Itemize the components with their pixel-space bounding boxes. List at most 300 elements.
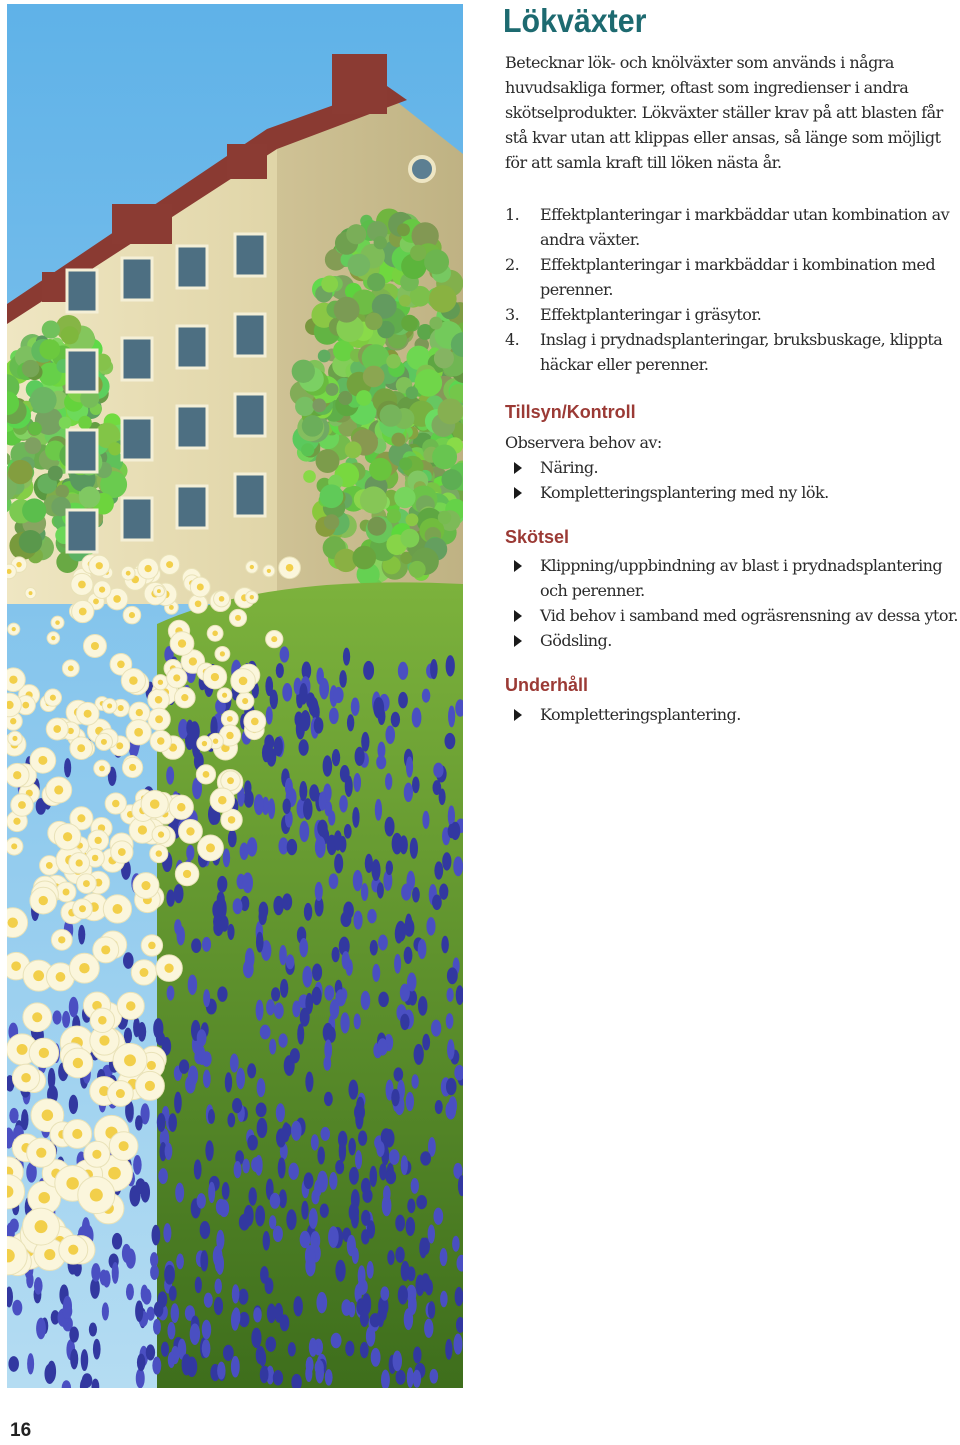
photo-building-with-bulb-flowers bbox=[7, 4, 463, 1388]
muscari-flower bbox=[205, 1140, 213, 1161]
muscari-flower bbox=[435, 1100, 443, 1114]
muscari-flower bbox=[447, 967, 458, 984]
narcissus-center bbox=[77, 814, 85, 822]
tree-foliage bbox=[360, 486, 387, 513]
muscari-flower bbox=[135, 1300, 143, 1322]
narcissus-center bbox=[169, 605, 174, 610]
muscari-flower bbox=[367, 909, 376, 923]
muscari-flower bbox=[216, 1253, 224, 1275]
muscari-flower bbox=[396, 1370, 406, 1385]
narcissus-center bbox=[44, 1249, 55, 1260]
photo-illustration bbox=[7, 4, 463, 1388]
muscari-flower bbox=[349, 1203, 359, 1222]
muscari-flower bbox=[259, 1350, 266, 1367]
building-window bbox=[67, 430, 97, 472]
building-window bbox=[122, 418, 152, 460]
narcissus-center bbox=[124, 1054, 136, 1066]
list-item-text: Näring. bbox=[540, 458, 599, 477]
list-item bbox=[505, 702, 960, 727]
muscari-flower bbox=[353, 773, 361, 792]
tree-foliage bbox=[400, 529, 419, 548]
muscari-flower bbox=[329, 1172, 337, 1190]
narcissus-center bbox=[11, 961, 21, 971]
muscari-flower bbox=[280, 979, 288, 998]
muscari-flower bbox=[78, 925, 85, 945]
narcissus-center bbox=[129, 764, 136, 771]
muscari-flower bbox=[431, 1020, 441, 1037]
muscari-flower bbox=[21, 1109, 29, 1130]
narcissus-center bbox=[72, 1129, 82, 1139]
tree-foliage bbox=[434, 348, 454, 368]
muscari-flower bbox=[247, 1135, 258, 1151]
narcissus-center bbox=[212, 631, 218, 637]
muscari-flower bbox=[454, 1333, 463, 1354]
tree-foliage bbox=[424, 249, 449, 274]
tree-foliage bbox=[345, 441, 362, 458]
narcissus-center bbox=[112, 904, 122, 914]
muscari-flower bbox=[361, 883, 368, 901]
muscari-flower bbox=[407, 1367, 414, 1388]
muscari-flower bbox=[406, 1092, 414, 1111]
muscari-flower bbox=[401, 884, 411, 901]
muscari-flower bbox=[407, 1199, 415, 1214]
narcissus-center bbox=[126, 1001, 135, 1010]
muscari-flower bbox=[335, 1160, 344, 1174]
narcissus-center bbox=[118, 848, 126, 856]
muscari-flower bbox=[453, 856, 463, 876]
muscari-flower bbox=[53, 1010, 62, 1024]
muscari-flower bbox=[182, 1354, 192, 1376]
narcissus-center bbox=[92, 1150, 101, 1159]
muscari-flower bbox=[266, 999, 275, 1015]
narcissus-center bbox=[33, 970, 44, 981]
narcissus-center bbox=[22, 702, 29, 709]
narcissus-center bbox=[226, 732, 233, 739]
muscari-flower bbox=[228, 830, 237, 848]
tree-foliage bbox=[108, 442, 121, 455]
list-item bbox=[505, 202, 960, 252]
muscari-flower bbox=[157, 1113, 166, 1132]
muscari-flower bbox=[288, 1163, 299, 1180]
triangle-bullet-icon bbox=[514, 462, 522, 474]
narcissus-center bbox=[116, 1089, 125, 1098]
narcissus-center bbox=[35, 1220, 48, 1233]
tree-foliage bbox=[28, 422, 41, 435]
tree-foliage bbox=[380, 404, 402, 426]
muscari-flower bbox=[267, 1303, 276, 1323]
muscari-flower bbox=[179, 1059, 189, 1074]
narcissus-center bbox=[12, 627, 16, 631]
narcissus-center bbox=[92, 855, 98, 861]
muscari-flower bbox=[242, 872, 253, 893]
muscari-flower bbox=[126, 1284, 134, 1301]
muscari-flower bbox=[375, 799, 382, 821]
muscari-flower bbox=[232, 1284, 240, 1303]
muscari-flower bbox=[452, 1236, 460, 1252]
muscari-flower bbox=[413, 1370, 422, 1388]
muscari-flower bbox=[319, 678, 329, 700]
muscari-flower bbox=[300, 710, 310, 731]
tree-foliage bbox=[295, 397, 314, 416]
muscari-flower bbox=[395, 924, 403, 944]
muscari-flower bbox=[137, 1354, 146, 1372]
narcissus-center bbox=[79, 905, 86, 912]
muscari-flower bbox=[174, 1092, 182, 1114]
narcissus-center bbox=[8, 917, 18, 927]
narcissus-center bbox=[84, 710, 92, 718]
muscari-flower bbox=[385, 726, 395, 745]
muscari-flower bbox=[314, 717, 324, 734]
muscari-flower bbox=[446, 1013, 454, 1029]
muscari-flower bbox=[27, 1353, 34, 1374]
muscari-flower bbox=[260, 1366, 269, 1383]
muscari-flower bbox=[142, 1288, 151, 1304]
tree-foliage bbox=[352, 546, 376, 570]
muscari-flower bbox=[320, 1204, 329, 1218]
muscari-flower bbox=[202, 1051, 212, 1067]
muscari-flower bbox=[232, 1307, 240, 1326]
muscari-flower bbox=[383, 1185, 391, 1202]
narcissus-center bbox=[242, 698, 248, 704]
muscari-flower bbox=[176, 1254, 184, 1270]
muscari-flower bbox=[217, 986, 227, 1001]
tree-foliage bbox=[79, 486, 101, 508]
muscari-flower bbox=[341, 1299, 351, 1316]
list-number: 1. bbox=[505, 205, 520, 224]
muscari-flower bbox=[293, 1296, 302, 1316]
muscari-flower bbox=[282, 1122, 290, 1142]
muscari-flower bbox=[231, 1356, 240, 1378]
narcissus-center bbox=[58, 936, 65, 943]
building-window bbox=[235, 474, 265, 516]
list-item bbox=[505, 603, 960, 628]
muscari-flower bbox=[377, 1038, 388, 1055]
narcissus-center bbox=[211, 673, 219, 681]
tree-foliage bbox=[22, 498, 46, 522]
tree-foliage bbox=[318, 350, 331, 363]
muscari-flower bbox=[334, 830, 342, 850]
muscari-flower bbox=[146, 1344, 155, 1360]
tree-foliage bbox=[312, 398, 326, 412]
muscari-flower bbox=[339, 795, 348, 812]
tree-foliage bbox=[394, 487, 415, 508]
muscari-flower bbox=[165, 1143, 173, 1160]
tree-foliage bbox=[367, 517, 386, 536]
muscari-flower bbox=[152, 1357, 161, 1375]
list-item-text: Gödsling. bbox=[540, 631, 612, 650]
narcissus-center bbox=[11, 843, 17, 849]
muscari-flower bbox=[424, 1319, 433, 1338]
muscari-flower bbox=[433, 1208, 443, 1225]
narcissus-center bbox=[17, 1044, 28, 1055]
muscari-flower bbox=[343, 648, 350, 666]
narcissus-center bbox=[38, 1192, 50, 1204]
muscari-flower bbox=[152, 1225, 161, 1246]
tree-foliage bbox=[42, 320, 60, 338]
narcissus-center bbox=[13, 771, 21, 779]
narcissus-center bbox=[32, 1012, 42, 1022]
muscari-flower bbox=[329, 873, 339, 889]
list-number: 4. bbox=[505, 330, 520, 349]
muscari-flower bbox=[299, 938, 308, 957]
muscari-flower bbox=[280, 1314, 290, 1331]
muscari-flower bbox=[355, 1150, 362, 1169]
muscari-flower bbox=[401, 1261, 410, 1281]
muscari-flower bbox=[227, 924, 234, 940]
narcissus-center bbox=[68, 665, 74, 671]
muscari-flower bbox=[439, 883, 448, 899]
muscari-flower bbox=[112, 1262, 119, 1284]
muscari-flower bbox=[208, 1109, 215, 1124]
muscari-flower bbox=[426, 917, 435, 935]
muscari-flower bbox=[123, 952, 134, 969]
narcissus-center bbox=[101, 945, 110, 954]
narcissus-center bbox=[145, 1081, 155, 1091]
narcissus-center bbox=[63, 832, 72, 841]
narcissus-center bbox=[177, 803, 185, 811]
page-title: Lökväxter bbox=[503, 2, 647, 39]
muscari-flower bbox=[394, 954, 401, 974]
muscari-flower bbox=[316, 1292, 327, 1314]
tree-foliage bbox=[356, 390, 372, 406]
muscari-flower bbox=[288, 1342, 296, 1356]
narcissus-center bbox=[91, 642, 99, 650]
narcissus-center bbox=[271, 636, 277, 642]
tree-foliage bbox=[292, 360, 315, 383]
muscari-flower bbox=[270, 1193, 280, 1209]
tree-foliage bbox=[406, 386, 419, 399]
muscari-flower bbox=[357, 1279, 367, 1295]
building-window bbox=[67, 350, 97, 392]
muscari-flower bbox=[269, 1039, 276, 1055]
narcissus-center bbox=[46, 862, 53, 869]
muscari-flower bbox=[202, 1320, 211, 1340]
muscari-flower bbox=[391, 1089, 399, 1106]
tree-foliage bbox=[401, 315, 418, 332]
muscari-flower bbox=[278, 1033, 287, 1047]
muscari-flower bbox=[329, 707, 339, 724]
muscari-flower bbox=[290, 1048, 300, 1063]
muscari-flower bbox=[331, 1333, 342, 1349]
underhall-list bbox=[505, 702, 960, 727]
narcissus-center bbox=[219, 596, 225, 602]
muscari-flower bbox=[283, 798, 291, 814]
muscari-flower bbox=[371, 859, 380, 881]
muscari-flower bbox=[219, 1200, 229, 1218]
muscari-flower bbox=[325, 1369, 333, 1386]
list-item bbox=[505, 553, 960, 603]
muscari-flower bbox=[405, 914, 412, 936]
building-window bbox=[122, 498, 152, 540]
muscari-flower bbox=[190, 1323, 200, 1345]
muscari-flower bbox=[363, 661, 374, 680]
muscari-flower bbox=[168, 1113, 177, 1132]
narcissus-center bbox=[101, 739, 107, 745]
muscari-flower bbox=[412, 708, 422, 728]
narcissus-center bbox=[286, 564, 294, 572]
muscari-flower bbox=[214, 1297, 223, 1315]
muscari-flower bbox=[441, 936, 449, 954]
narcissus-center bbox=[10, 718, 16, 724]
muscari-flower bbox=[270, 690, 278, 710]
narcissus-center bbox=[38, 756, 47, 765]
muscari-flower bbox=[282, 893, 292, 910]
muscari-flower bbox=[167, 985, 175, 1000]
tree-foliage bbox=[320, 484, 344, 508]
narcissus-center bbox=[68, 1245, 78, 1255]
narcissus-center bbox=[90, 1189, 103, 1202]
muscari-flower bbox=[430, 659, 438, 679]
muscari-flower bbox=[213, 920, 223, 936]
narcissus-center bbox=[119, 1141, 129, 1151]
narcissus-center bbox=[21, 1073, 31, 1083]
muscari-flower bbox=[380, 1286, 389, 1300]
muscari-flower bbox=[248, 1187, 256, 1205]
muscari-flower bbox=[418, 939, 427, 959]
muscari-flower bbox=[223, 1345, 234, 1361]
tree-foliage bbox=[19, 530, 42, 553]
muscari-flower bbox=[129, 1185, 140, 1206]
muscari-flower bbox=[385, 817, 395, 837]
list-item bbox=[505, 302, 960, 327]
narcissus-center bbox=[227, 716, 233, 722]
narcissus-center bbox=[150, 799, 160, 809]
narcissus-center bbox=[189, 657, 197, 665]
muscari-flower bbox=[304, 1172, 314, 1189]
muscari-flower bbox=[186, 845, 194, 861]
narcissus-center bbox=[12, 736, 17, 741]
muscari-flower bbox=[354, 1014, 361, 1030]
muscari-flower bbox=[216, 1230, 224, 1251]
muscari-flower bbox=[161, 1342, 169, 1357]
muscari-flower bbox=[332, 749, 340, 766]
muscari-flower bbox=[344, 824, 352, 839]
muscari-flower bbox=[273, 896, 283, 915]
muscari-flower bbox=[273, 1370, 283, 1385]
narcissus-center bbox=[136, 709, 143, 716]
muscari-flower bbox=[324, 1039, 332, 1060]
tree-foliage bbox=[438, 398, 463, 424]
narcissus-center bbox=[250, 595, 254, 599]
muscari-flower bbox=[414, 1044, 424, 1065]
narcissus-center bbox=[195, 600, 202, 607]
underhall-heading: Underhåll bbox=[505, 675, 589, 695]
narcissus-center bbox=[222, 693, 227, 698]
muscari-flower bbox=[440, 1248, 448, 1266]
narcissus-center bbox=[99, 1035, 109, 1045]
muscari-flower bbox=[48, 1068, 56, 1090]
muscari-flower bbox=[362, 1293, 371, 1315]
muscari-flower bbox=[244, 1205, 254, 1227]
list-item-text: Kompletteringsplantering. bbox=[540, 705, 741, 724]
muscari-flower bbox=[369, 1166, 377, 1187]
muscari-flower bbox=[341, 911, 352, 927]
narcissus-center bbox=[166, 561, 173, 568]
narcissus-center bbox=[173, 674, 180, 681]
muscari-flower bbox=[197, 1193, 206, 1209]
tree-foliage bbox=[334, 297, 360, 323]
muscari-flower bbox=[373, 697, 384, 718]
muscari-flower bbox=[404, 783, 413, 802]
muscari-flower bbox=[352, 1247, 359, 1264]
muscari-flower bbox=[429, 1369, 438, 1384]
muscari-flower bbox=[433, 763, 443, 778]
muscari-flower bbox=[204, 1293, 213, 1308]
tillsyn-list bbox=[505, 455, 960, 505]
muscari-flower bbox=[442, 852, 451, 870]
muscari-flower bbox=[345, 1341, 354, 1357]
narcissus-center bbox=[206, 843, 215, 852]
triangle-bullet-icon bbox=[514, 487, 522, 499]
narcissus-center bbox=[9, 676, 17, 684]
muscari-flower bbox=[393, 1351, 402, 1372]
muscari-flower bbox=[428, 1301, 435, 1319]
muscari-flower bbox=[348, 1138, 356, 1156]
muscari-flower bbox=[82, 1373, 93, 1387]
narcissus-center bbox=[138, 825, 147, 834]
muscari-flower bbox=[260, 1025, 271, 1040]
tree-foliage bbox=[303, 470, 316, 483]
muscari-flower bbox=[433, 780, 442, 795]
narcissus-center bbox=[186, 827, 194, 835]
muscari-flower bbox=[256, 932, 264, 953]
muscari-flower bbox=[406, 1217, 415, 1236]
tree-foliage bbox=[22, 360, 40, 378]
muscari-flower bbox=[422, 1034, 430, 1051]
muscari-flower bbox=[420, 1151, 431, 1165]
muscari-flower bbox=[315, 882, 323, 901]
narcissus-center bbox=[55, 620, 60, 625]
muscari-flower bbox=[309, 697, 319, 716]
muscari-flower bbox=[285, 778, 293, 796]
muscari-flower bbox=[448, 706, 455, 728]
muscari-flower bbox=[245, 948, 255, 969]
muscari-flower bbox=[217, 876, 227, 893]
tree-foliage bbox=[441, 469, 462, 490]
muscari-flower bbox=[278, 1157, 286, 1178]
narcissus-center bbox=[63, 888, 70, 895]
narcissus-center bbox=[158, 831, 164, 837]
tillsyn-heading: Tillsyn/Kontroll bbox=[505, 402, 636, 422]
list-item bbox=[505, 628, 960, 653]
narcissus-center bbox=[29, 591, 33, 595]
muscari-flower bbox=[305, 1245, 315, 1267]
building-window bbox=[177, 486, 207, 528]
narcissus-center bbox=[116, 742, 123, 749]
narcissus-center bbox=[267, 569, 271, 573]
muscari-flower bbox=[135, 1115, 143, 1130]
narcissus-center bbox=[148, 942, 155, 949]
muscari-flower bbox=[428, 1224, 435, 1243]
muscari-flower bbox=[64, 758, 71, 777]
list-number: 3. bbox=[505, 305, 520, 324]
muscari-flower bbox=[122, 1244, 131, 1263]
muscari-flower bbox=[188, 1066, 198, 1086]
muscari-flower bbox=[411, 1074, 418, 1089]
muscari-flower bbox=[276, 663, 284, 678]
tree-foliage bbox=[386, 354, 401, 369]
narcissus-center bbox=[96, 562, 103, 569]
triangle-bullet-icon bbox=[514, 635, 522, 647]
muscari-flower bbox=[335, 1260, 345, 1282]
muscari-flower bbox=[200, 1250, 208, 1272]
muscari-flower bbox=[279, 945, 287, 965]
muscari-flower bbox=[422, 689, 431, 703]
muscari-flower bbox=[340, 1012, 349, 1033]
muscari-flower bbox=[208, 1182, 215, 1203]
muscari-flower bbox=[352, 807, 359, 828]
muscari-flower bbox=[446, 1078, 457, 1095]
